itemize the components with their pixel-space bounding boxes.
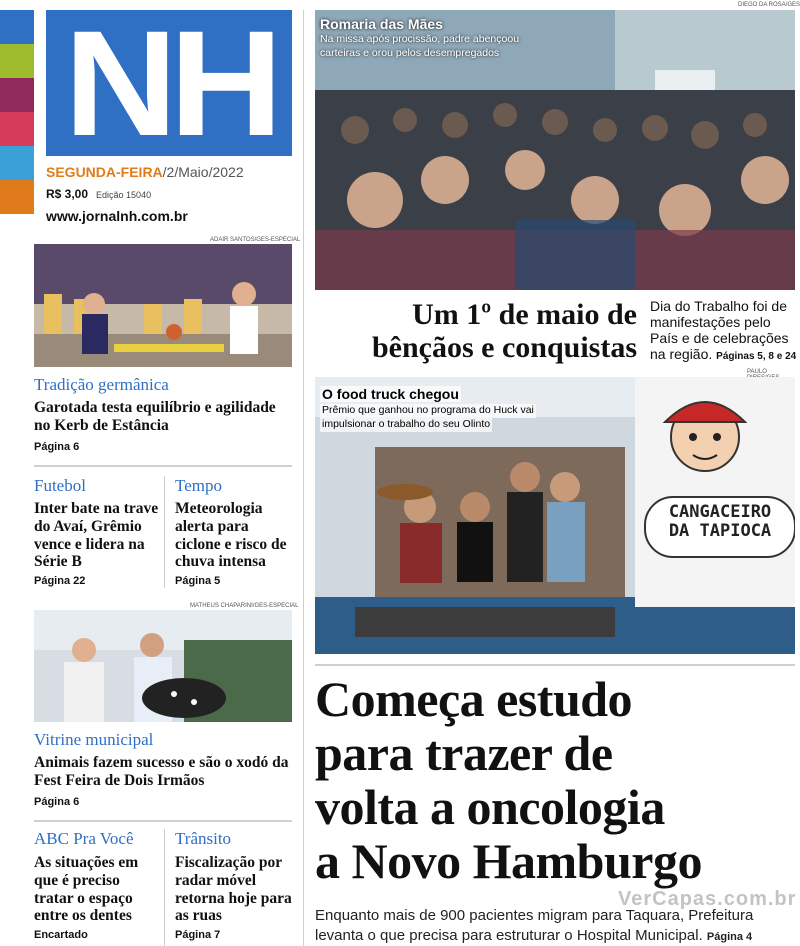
headline-tempo[interactable]: Meteorologia alerta para ciclone e risco de chuva intensa [175, 500, 287, 571]
summary-text: Enquanto mais de 900 pacientes migram para Taquara, Prefeitura levanta o que precisa para estruturar o Hospital Municipal. [315, 907, 754, 944]
strip-block [0, 78, 34, 112]
price-line [46, 187, 151, 201]
kids-illustration [34, 244, 292, 367]
section-divider [34, 820, 292, 822]
headline-transito[interactable]: Fiscalização por radar móvel retorna hoje para as ruas [175, 854, 292, 925]
page-abc: Encartado [34, 929, 88, 941]
headline-line: volta a oncologia [315, 779, 665, 835]
strip-block [0, 10, 34, 44]
section-divider [34, 465, 292, 467]
sign-line: CANGACEIRO [668, 502, 772, 522]
strip-block [0, 112, 34, 146]
page-vitrine: Página 6 [34, 796, 80, 808]
strip-block [0, 180, 34, 214]
headline-line: Começa estudo [315, 671, 633, 727]
photo-credit: MATHEUS CHAPARINI/GES-ESPECIAL [190, 603, 299, 609]
food-truck-title: O food truck chegou [322, 386, 459, 402]
food-truck-sub-1: Prêmio que ganhou no programa do Huck vai [322, 404, 534, 416]
page-ref: Páginas 5, 8 e 24 [716, 351, 797, 362]
queens-illustration [34, 610, 292, 722]
headline-abc[interactable]: As situações em que é preciso tratar o espaço entre os dentes [34, 854, 139, 925]
headline-line: a Novo Hamburgo [315, 833, 702, 889]
category-transito[interactable]: Trânsito [175, 829, 232, 848]
edition: Edição 15040 [96, 190, 152, 200]
main-headline[interactable] [315, 672, 702, 888]
photo-credit: ADAIR SANTOS/GES-ESPECIAL [210, 237, 301, 243]
strip-block [0, 146, 34, 180]
issue-date: /2/Maio/2022 [162, 164, 244, 180]
watermark: VerCapas.com.br [618, 888, 797, 910]
food-truck-sub-2: impulsionar o trabalho do seu Olinto [322, 418, 491, 430]
romaria-sub-2: carteiras e orou pelos desempregados [320, 47, 500, 59]
truck-sign [650, 503, 790, 541]
vitrine-photo[interactable] [34, 610, 292, 722]
date-line [46, 164, 244, 180]
weekday: SEGUNDA-FEIRA [46, 164, 163, 180]
page-ref: Página 4 [706, 931, 753, 943]
romaria-title: Romaria das Mães [320, 16, 443, 32]
category-vitrine[interactable]: Vitrine municipal [34, 730, 154, 749]
strip-block [0, 44, 34, 78]
summary-text: Dia do Trabalho foi de manifestações pelo País e de celebrações na região. [650, 298, 789, 362]
kerb-photo[interactable] [34, 244, 292, 367]
photo-credit: DIEGO DA ROSA/GES [738, 2, 800, 8]
headline-line: para trazer de [315, 725, 613, 781]
main-divider [315, 664, 795, 666]
may-day-summary [650, 298, 800, 365]
price: R$ 3,00 [46, 187, 89, 201]
category-tradicao[interactable]: Tradição germânica [34, 375, 169, 394]
category-tempo[interactable]: Tempo [175, 476, 222, 495]
category-abc[interactable]: ABC Pra Você [34, 829, 134, 848]
headline-futebol[interactable]: Inter bate na trave do Avaí, Grêmio vence e lidera na Série B [34, 500, 159, 571]
page-tempo: Página 5 [175, 575, 221, 587]
inner-divider [164, 476, 165, 588]
headline-kerb[interactable]: Garotada testa equilíbrio e agilidade no Kerb de Estância [34, 399, 276, 434]
headline-line: Um 1º de maio de [412, 298, 637, 331]
romaria-sub-1: Na missa após procissão, padre abençoou [320, 33, 520, 45]
column-divider [303, 10, 304, 946]
color-strip [0, 10, 34, 214]
logo-text: NH [63, 0, 275, 167]
site-url[interactable]: www.jornalnh.com.br [46, 208, 188, 224]
main-summary [315, 906, 800, 946]
inner-divider [164, 829, 165, 946]
headline-vitrine[interactable]: Animais fazem sucesso e são o xodó da Fest Feira de Dois Irmãos [34, 754, 289, 789]
sign-line: DA TAPIOCA [668, 521, 772, 541]
headline-line: bênçãos e conquistas [371, 331, 637, 364]
category-futebol[interactable]: Futebol [34, 476, 86, 495]
page-futebol: Página 22 [34, 575, 86, 587]
page-kerb: Página 6 [34, 441, 80, 453]
photo-credit: PAULO [747, 369, 767, 375]
page-transito: Página 7 [175, 929, 221, 941]
nh-logo[interactable] [46, 0, 292, 167]
may-day-headline[interactable] [315, 298, 637, 364]
